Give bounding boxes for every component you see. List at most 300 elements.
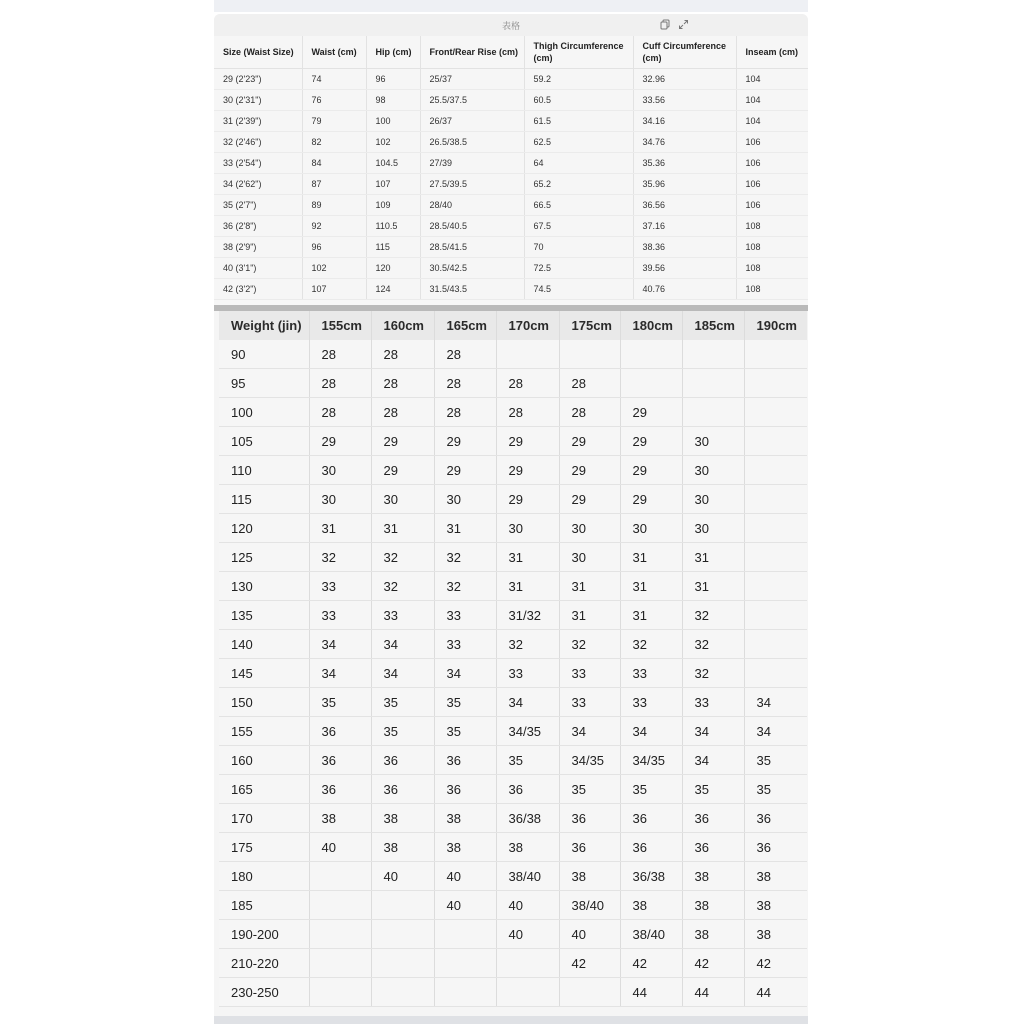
table-cell: 36/38 [620, 862, 682, 891]
table-row [219, 659, 807, 688]
table-cell [371, 978, 434, 1007]
table-cell: 110 [219, 456, 309, 485]
table-cell: 40 [434, 891, 496, 920]
table-cell: 32 [496, 630, 559, 659]
table-cell: 28.5/40.5 [420, 216, 524, 237]
table-cell: 102 [366, 132, 420, 153]
table-cell: 31 [371, 514, 434, 543]
table-cell: 34 (2'62") [214, 174, 302, 195]
table-cell: 34.76 [633, 132, 736, 153]
table-cell [309, 949, 371, 978]
table-cell: 87 [302, 174, 366, 195]
table-cell: 38 [309, 804, 371, 833]
table-cell: 28 [371, 369, 434, 398]
table-row [219, 485, 807, 514]
table-cell: 89 [302, 195, 366, 216]
table-cell: 29 [496, 427, 559, 456]
table-cell: 34 [309, 659, 371, 688]
table-cell: 32 [434, 572, 496, 601]
table-cell: 31.5/43.5 [420, 279, 524, 300]
table-cell [559, 978, 620, 1007]
table-cell: 34 [309, 630, 371, 659]
table-cell: 32 [682, 659, 744, 688]
table-cell: 34 [371, 630, 434, 659]
table-cell: 35 [434, 688, 496, 717]
table-cell [682, 398, 744, 427]
weight-height-column-header: 170cm [496, 311, 559, 340]
table-cell: 26.5/38.5 [420, 132, 524, 153]
table-cell: 36 [496, 775, 559, 804]
table-cell: 35 [496, 746, 559, 775]
table-cell: 62.5 [524, 132, 633, 153]
table-cell: 66.5 [524, 195, 633, 216]
table-cell: 38/40 [620, 920, 682, 949]
table-cell [744, 514, 807, 543]
table-cell: 35 [434, 717, 496, 746]
table-cell: 76 [302, 90, 366, 111]
table-cell [496, 340, 559, 369]
table-cell: 38 [559, 862, 620, 891]
table-cell: 38 [434, 804, 496, 833]
table-cell: 40.76 [633, 279, 736, 300]
table-cell [309, 891, 371, 920]
size-chart-table [214, 36, 808, 300]
table-cell: 27.5/39.5 [420, 174, 524, 195]
table-cell: 35 [682, 775, 744, 804]
table-cell: 38/40 [496, 862, 559, 891]
table-cell: 36 [620, 804, 682, 833]
table-cell: 70 [524, 237, 633, 258]
table-cell: 110.5 [366, 216, 420, 237]
weight-height-card [214, 311, 808, 1019]
weight-height-column-header: 185cm [682, 311, 744, 340]
table-cell: 38.36 [633, 237, 736, 258]
table-cell: 34 [744, 717, 807, 746]
table-cell: 67.5 [524, 216, 633, 237]
table-cell: 29 [371, 456, 434, 485]
table-cell: 102 [302, 258, 366, 279]
table-row [214, 132, 808, 153]
table-cell: 33 [620, 688, 682, 717]
table-cell: 36 [744, 833, 807, 862]
table-cell: 34.16 [633, 111, 736, 132]
table-cell: 40 [371, 862, 434, 891]
table-cell: 34 [682, 746, 744, 775]
table-cell: 65.2 [524, 174, 633, 195]
table-row [219, 427, 807, 456]
table-cell: 32 [682, 630, 744, 659]
table-cell: 32 (2'46") [214, 132, 302, 153]
table-cell [744, 659, 807, 688]
table-cell: 30 (2'31") [214, 90, 302, 111]
table-cell: 44 [682, 978, 744, 1007]
table-cell: 38 [744, 920, 807, 949]
size-chart-card [214, 14, 808, 306]
table-cell: 36 [309, 775, 371, 804]
table-cell: 120 [219, 514, 309, 543]
weight-height-header-row [219, 311, 807, 340]
size-chart-column-header: Thigh Circumference (cm) [524, 36, 633, 69]
table-cell: 33 [434, 630, 496, 659]
table-cell: 35 [559, 775, 620, 804]
table-cell: 29 [434, 427, 496, 456]
table-cell: 31 [559, 572, 620, 601]
table-cell: 33 [620, 659, 682, 688]
size-chart-column-header: Front/Rear Rise (cm) [420, 36, 524, 69]
table-cell: 31 [496, 543, 559, 572]
table-row [219, 543, 807, 572]
table-cell: 28/40 [420, 195, 524, 216]
table-cell [371, 920, 434, 949]
table-cell: 31 [496, 572, 559, 601]
table-cell: 35 [371, 688, 434, 717]
top-strip [214, 0, 808, 12]
size-chart-column-header: Size (Waist Size) [214, 36, 302, 69]
table-cell: 108 [736, 258, 808, 279]
table-cell: 28 [309, 340, 371, 369]
table-cell: 28 [434, 369, 496, 398]
table-cell: 35 [620, 775, 682, 804]
table-cell: 92 [302, 216, 366, 237]
table-cell [744, 630, 807, 659]
table-cell: 28 [559, 369, 620, 398]
table-cell: 30 [434, 485, 496, 514]
table-cell: 108 [736, 279, 808, 300]
size-chart-body [214, 69, 808, 300]
table-row [214, 90, 808, 111]
table-cell [309, 978, 371, 1007]
table-cell: 35 [744, 746, 807, 775]
table-cell: 33 [434, 601, 496, 630]
table-cell: 105 [219, 427, 309, 456]
table-cell: 180 [219, 862, 309, 891]
table-cell: 30 [682, 485, 744, 514]
table-cell: 140 [219, 630, 309, 659]
table-cell: 30 [620, 514, 682, 543]
table-cell: 40 [434, 862, 496, 891]
table-row [219, 920, 807, 949]
table-cell [744, 543, 807, 572]
size-chart-header-row [214, 36, 808, 69]
table-cell: 44 [744, 978, 807, 1007]
table-cell [371, 891, 434, 920]
table-cell: 28 [434, 398, 496, 427]
table-cell: 35.96 [633, 174, 736, 195]
table-cell: 36 (2'8") [214, 216, 302, 237]
table-cell: 34/35 [559, 746, 620, 775]
table-cell: 29 [496, 485, 559, 514]
table-row [219, 862, 807, 891]
table-row [219, 891, 807, 920]
table-cell [744, 427, 807, 456]
table-cell: 64 [524, 153, 633, 174]
table-cell: 28 [371, 398, 434, 427]
table-cell: 104 [736, 90, 808, 111]
table-cell: 31 [682, 572, 744, 601]
table-cell: 33 [559, 688, 620, 717]
table-cell: 29 [620, 398, 682, 427]
table-cell: 33 [496, 659, 559, 688]
table-cell: 36 [434, 775, 496, 804]
table-cell [744, 340, 807, 369]
table-cell: 42 [744, 949, 807, 978]
table-cell [744, 572, 807, 601]
table-cell: 115 [219, 485, 309, 514]
table-cell: 28 [309, 369, 371, 398]
table-row [219, 775, 807, 804]
table-cell: 29 [309, 427, 371, 456]
table-cell: 106 [736, 132, 808, 153]
table-cell: 32 [371, 543, 434, 572]
table-cell: 32 [371, 572, 434, 601]
table-cell: 36.56 [633, 195, 736, 216]
table-cell [371, 949, 434, 978]
table-cell: 31 [559, 601, 620, 630]
table-cell [682, 340, 744, 369]
table-cell: 36 [682, 833, 744, 862]
size-chart-column-header: Waist (cm) [302, 36, 366, 69]
table-cell [744, 456, 807, 485]
table-cell: 38 [371, 804, 434, 833]
weight-height-column-header: 175cm [559, 311, 620, 340]
table-cell: 34 [620, 717, 682, 746]
size-chart-column-header: Hip (cm) [366, 36, 420, 69]
table-cell [682, 369, 744, 398]
weight-height-column-header: 165cm [434, 311, 496, 340]
weight-height-column-header: 190cm [744, 311, 807, 340]
table-cell: 230-250 [219, 978, 309, 1007]
table-cell: 38 [434, 833, 496, 862]
table-cell [434, 920, 496, 949]
table-cell: 29 [559, 485, 620, 514]
table-row [214, 279, 808, 300]
table-cell: 82 [302, 132, 366, 153]
table-cell: 72.5 [524, 258, 633, 279]
table-cell: 165 [219, 775, 309, 804]
table-cell: 74.5 [524, 279, 633, 300]
table-row [219, 804, 807, 833]
table-cell: 155 [219, 717, 309, 746]
table-cell: 35 [309, 688, 371, 717]
table-cell: 60.5 [524, 90, 633, 111]
table-cell: 35.36 [633, 153, 736, 174]
table-cell: 40 [496, 891, 559, 920]
table-cell: 28 [496, 369, 559, 398]
table-cell: 34/35 [496, 717, 559, 746]
table-cell: 150 [219, 688, 309, 717]
table-cell: 25.5/37.5 [420, 90, 524, 111]
table-cell: 33 [559, 659, 620, 688]
table-cell: 84 [302, 153, 366, 174]
weight-height-column-header: 160cm [371, 311, 434, 340]
table-cell: 29 [496, 456, 559, 485]
table-cell: 40 [559, 920, 620, 949]
table-cell: 28 [559, 398, 620, 427]
table-cell: 42 [559, 949, 620, 978]
table-cell: 42 [620, 949, 682, 978]
table-row [214, 69, 808, 90]
table-cell: 124 [366, 279, 420, 300]
table-row [219, 340, 807, 369]
table-cell: 107 [366, 174, 420, 195]
table-cell: 36 [371, 746, 434, 775]
table-cell: 33 [682, 688, 744, 717]
weight-height-column-header: 155cm [309, 311, 371, 340]
table-cell: 96 [302, 237, 366, 258]
table-cell: 160 [219, 746, 309, 775]
table-cell: 32.96 [633, 69, 736, 90]
table-cell: 44 [620, 978, 682, 1007]
table-cell: 38/40 [559, 891, 620, 920]
table-cell: 36 [309, 746, 371, 775]
table-row [219, 456, 807, 485]
table-row [219, 688, 807, 717]
table-cell: 125 [219, 543, 309, 572]
table-row [214, 111, 808, 132]
table-cell [744, 369, 807, 398]
table-cell: 35 (2'7") [214, 195, 302, 216]
table-cell: 30 [496, 514, 559, 543]
table-cell: 190-200 [219, 920, 309, 949]
table-cell: 29 [559, 427, 620, 456]
table-cell [434, 949, 496, 978]
table-cell: 31 [620, 543, 682, 572]
table-cell: 38 [682, 891, 744, 920]
table-cell: 28 [496, 398, 559, 427]
table-cell: 30 [309, 485, 371, 514]
table-cell: 31 (2'39") [214, 111, 302, 132]
table-cell: 29 [434, 456, 496, 485]
table-cell: 29 [620, 427, 682, 456]
table-cell: 61.5 [524, 111, 633, 132]
table-cell: 130 [219, 572, 309, 601]
table-cell: 210-220 [219, 949, 309, 978]
table-cell: 106 [736, 153, 808, 174]
table-cell: 42 [682, 949, 744, 978]
table-cell: 28 [309, 398, 371, 427]
table-row [214, 258, 808, 279]
table-cell: 35 [744, 775, 807, 804]
table-cell: 175 [219, 833, 309, 862]
size-chart-header [214, 14, 808, 37]
table-cell: 30.5/42.5 [420, 258, 524, 279]
table-cell: 32 [559, 630, 620, 659]
table-cell [559, 340, 620, 369]
table-row [219, 601, 807, 630]
table-cell: 42 (3'2") [214, 279, 302, 300]
table-cell: 31 [620, 572, 682, 601]
table-cell: 33.56 [633, 90, 736, 111]
table-row [214, 195, 808, 216]
table-cell: 33 [371, 601, 434, 630]
table-cell: 30 [682, 456, 744, 485]
bottom-strip [214, 1016, 808, 1024]
table-cell: 29 [559, 456, 620, 485]
table-cell: 108 [736, 237, 808, 258]
table-cell: 95 [219, 369, 309, 398]
table-cell: 106 [736, 174, 808, 195]
table-cell: 74 [302, 69, 366, 90]
table-cell: 120 [366, 258, 420, 279]
table-cell: 36 [434, 746, 496, 775]
table-cell [620, 369, 682, 398]
table-cell: 35 [371, 717, 434, 746]
table-cell: 29 [371, 427, 434, 456]
table-cell: 29 [620, 485, 682, 514]
table-cell [496, 949, 559, 978]
size-chart-column-header: Cuff Circumference (cm) [633, 36, 736, 69]
table-row [214, 153, 808, 174]
table-cell: 90 [219, 340, 309, 369]
table-cell: 29 (2'23") [214, 69, 302, 90]
table-row [219, 949, 807, 978]
table-row [219, 630, 807, 659]
table-cell: 36 [682, 804, 744, 833]
table-cell: 25/37 [420, 69, 524, 90]
table-cell [744, 601, 807, 630]
table-cell: 100 [219, 398, 309, 427]
table-cell [496, 978, 559, 1007]
table-cell: 28 [434, 340, 496, 369]
table-cell: 28 [371, 340, 434, 369]
table-cell: 38 [744, 891, 807, 920]
table-cell [744, 398, 807, 427]
copy-icon[interactable] [660, 19, 670, 30]
table-cell: 30 [682, 514, 744, 543]
table-cell: 98 [366, 90, 420, 111]
table-cell: 38 (2'9") [214, 237, 302, 258]
table-cell: 28.5/41.5 [420, 237, 524, 258]
table-cell: 32 [434, 543, 496, 572]
table-cell [620, 340, 682, 369]
table-cell: 36 [620, 833, 682, 862]
table-cell: 115 [366, 237, 420, 258]
table-row [219, 514, 807, 543]
table-cell: 30 [309, 456, 371, 485]
table-cell: 34 [496, 688, 559, 717]
table-cell: 145 [219, 659, 309, 688]
table-cell: 27/39 [420, 153, 524, 174]
table-cell: 30 [559, 514, 620, 543]
table-cell [744, 485, 807, 514]
table-cell: 32 [620, 630, 682, 659]
table-cell: 38 [682, 862, 744, 891]
table-cell: 34 [371, 659, 434, 688]
table-cell: 36 [744, 804, 807, 833]
table-cell: 36/38 [496, 804, 559, 833]
table-cell: 34 [744, 688, 807, 717]
table-cell: 30 [371, 485, 434, 514]
table-cell: 29 [620, 456, 682, 485]
table-cell: 34 [682, 717, 744, 746]
table-cell [309, 862, 371, 891]
table-cell: 36 [559, 833, 620, 862]
table-cell: 170 [219, 804, 309, 833]
expand-icon[interactable] [678, 19, 689, 30]
table-cell: 38 [682, 920, 744, 949]
size-chart-title: 表格 [501, 21, 520, 31]
table-cell: 31 [309, 514, 371, 543]
table-cell: 104 [736, 111, 808, 132]
table-cell: 34 [434, 659, 496, 688]
table-cell: 31/32 [496, 601, 559, 630]
table-cell: 34/35 [620, 746, 682, 775]
weight-height-body [219, 340, 807, 1007]
table-cell: 104 [736, 69, 808, 90]
table-row [214, 216, 808, 237]
table-cell [309, 920, 371, 949]
table-cell: 96 [366, 69, 420, 90]
